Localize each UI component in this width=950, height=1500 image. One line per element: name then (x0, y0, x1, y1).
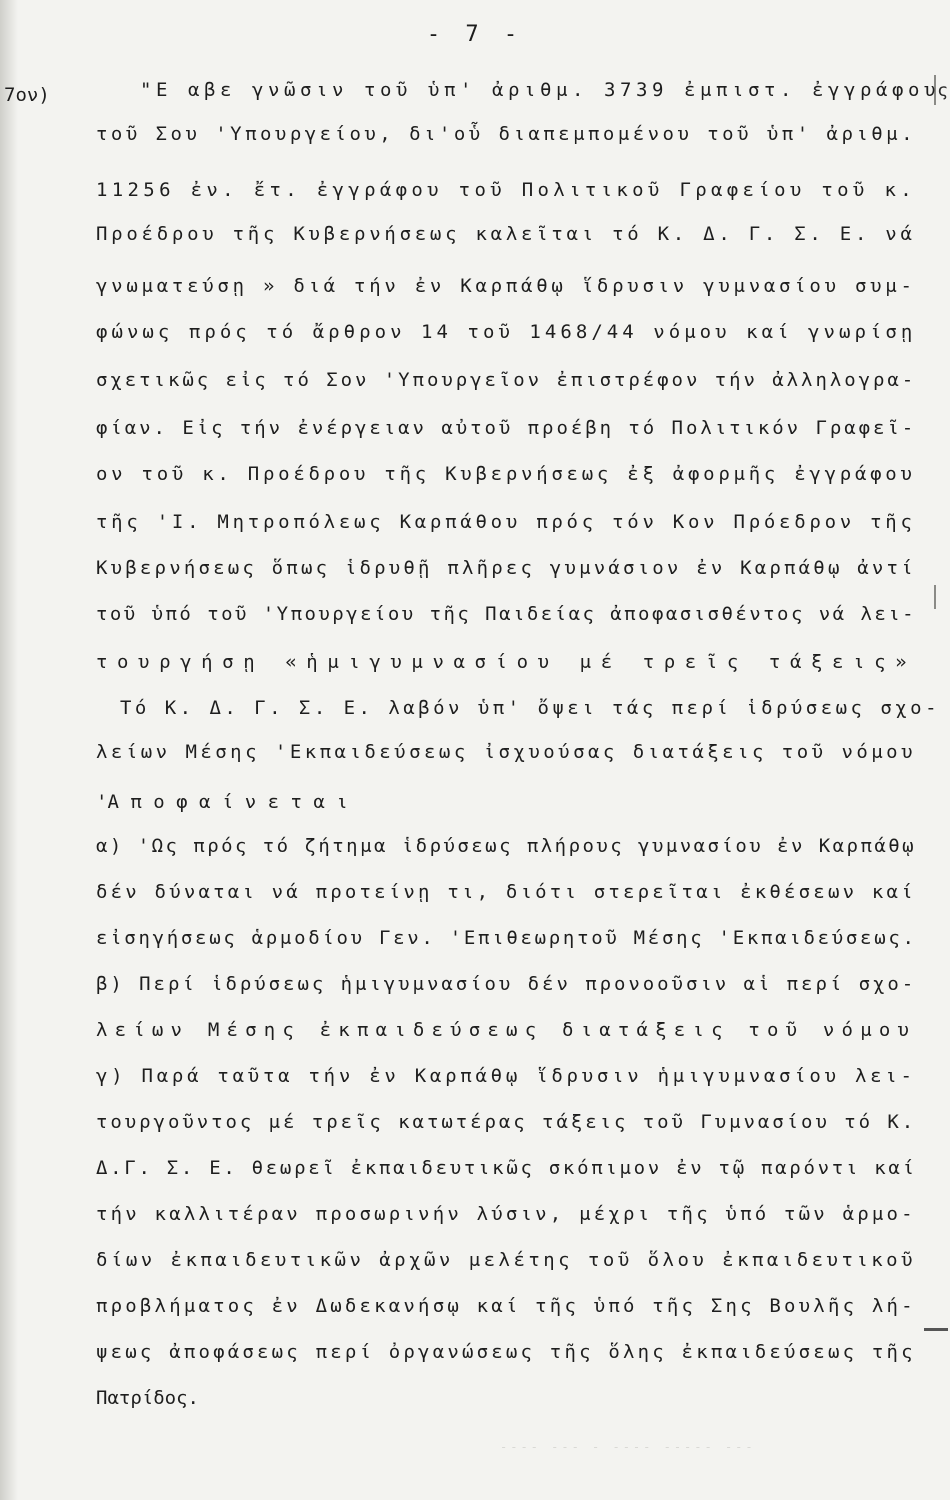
text-line: δίων ἐκπαιδευτικῶν ἀρχῶν μελέτης τοῦ ὅλου ἐκπαιδευτικοῦ (96, 1249, 916, 1271)
text-line: "Ε αβε γνῶσιν τοῦ ὑπ' ἀριθμ. 3739 ἐμπιστ. ἐγγράφου (140, 79, 940, 101)
text-line: φώνως πρός τό ἄρθρον 14 τοῦ 1468/44 νόμου καί γνωρίσῃ (96, 321, 917, 343)
edge-mark (924, 1328, 948, 1331)
text-line: ον τοῦ κ. Προέδρου τῆς Κυβερνήσεως ἐξ ἀφορμῆς ἐγγράφου (96, 463, 916, 485)
text-line: Τό Κ. Δ. Γ. Σ. Ε. λαβόν ὑπ' ὄψει τάς περί ἱδρύσεως σχο- (120, 697, 940, 719)
faint-bleedthrough-text: ---- --- - ---- ----- --- (500, 1440, 756, 1454)
text-line: 11256 ἐν. ἔτ. ἐγγράφου τοῦ Πολιτικοῦ Γραφείου τοῦ κ. (96, 179, 916, 201)
section-heading-apofainetai: 'Α π ο φ α ί ν ε τ α ι (96, 791, 348, 813)
text-line: τουργοῦντος μέ τρεῖς κατωτέρας τάξεις τοῦ Γυμνασίου τό Κ. (96, 1111, 917, 1133)
text-line: Προέδρου τῆς Κυβερνήσεως καλεῖται τό Κ. Δ. Γ. Σ. Ε. νά (96, 223, 916, 245)
text-line: εἰσηγήσεως ἁρμοδίου Γεν. 'Επιθεωρητοῦ Μέσης 'Εκπαιδεύσεως. (96, 927, 917, 949)
text-line: λείων Μέσης ἐκπαιδεύσεως διατάξεις τοῦ νόμου (96, 1019, 917, 1041)
text-line: σχετικῶς εἰς τό Σον 'Υπουργεῖον ἐπιστρέφον τήν ἀλληλογρα- (96, 369, 917, 391)
text-line: λείων Μέσης 'Εκπαιδεύσεως ἰσχυούσας διατάξεις τοῦ νόμου (96, 741, 916, 763)
edge-mark (934, 585, 936, 609)
text-line: γ) Παρά ταῦτα τήν ἐν Καρπάθῳ ἵδρυσιν ἡμιγυμνασίου λει- (96, 1065, 916, 1087)
text-line: Πατρίδος. (96, 1387, 199, 1409)
text-line: τήν καλλιτέραν προσωρινήν λύσιν, μέχρι τῆς ὑπό τῶν ἁρμο- (96, 1203, 916, 1225)
text-line: ψεως ἀποφάσεως περί ὀργανώσεως τῆς ὅλης ἐκπαιδεύσεως τῆς (96, 1341, 916, 1363)
cropped-margin-fragment: ς (937, 80, 948, 101)
text-line: προβλήματος ἐν Δωδεκανήσῳ καί τῆς ὑπό τῆς Σης Βουλῆς λή- (96, 1295, 916, 1317)
page-number: - 7 - (426, 22, 524, 47)
text-line: τουργήσῃ «ἡμιγυμνασίου μέ τρεῖς τάξεις» (96, 651, 917, 673)
text-line: τοῦ Σου 'Υπουργείου, δι'οὗ διαπεμπομένου τοῦ ὑπ' ἀριθμ. (96, 123, 916, 145)
text-line: τῆς 'Ι. Μητροπόλεως Καρπάθου πρός τόν Κον Πρόεδρον τῆς (96, 511, 916, 533)
text-line: φίαν. Εἰς τήν ἐνέργειαν αὐτοῦ προέβη τό Πολιτικόν Γραφεῖ- (96, 417, 917, 439)
margin-note: 7ον) (4, 84, 50, 106)
text-line: γνωματεύσῃ » διά τήν ἐν Καρπάθῳ ἵδρυσιν γυμνασίου συμ- (96, 275, 916, 297)
text-line: δέν δύναται νά προτείνῃ τι, διότι στερεῖται ἐκθέσεων καί (96, 881, 916, 903)
text-line: β) Περί ἱδρύσεως ἡμιγυμνασίου δέν προνοοῦσιν αἱ περί σχο- (96, 973, 917, 995)
page-edge-shadow (0, 0, 18, 1500)
text-line: Δ.Γ. Σ. Ε. θεωρεῖ ἐκπαιδευτικῶς σκόπιμον ἐν τῷ παρόντι καί (96, 1157, 917, 1179)
text-line: τοῦ ὑπό τοῦ 'Υπουργείου τῆς Παιδείας ἀποφασισθέντος νά λει- (96, 603, 917, 625)
text-line: α) 'Ως πρός τό ζήτημα ἱδρύσεως πλήρους γυμνασίου ἐν Καρπάθῳ (96, 835, 917, 857)
text-line: Κυβερνήσεως ὅπως ἱδρυθῇ πλῆρες γυμνάσιον ἐν Καρπάθῳ ἀντί (96, 557, 916, 579)
